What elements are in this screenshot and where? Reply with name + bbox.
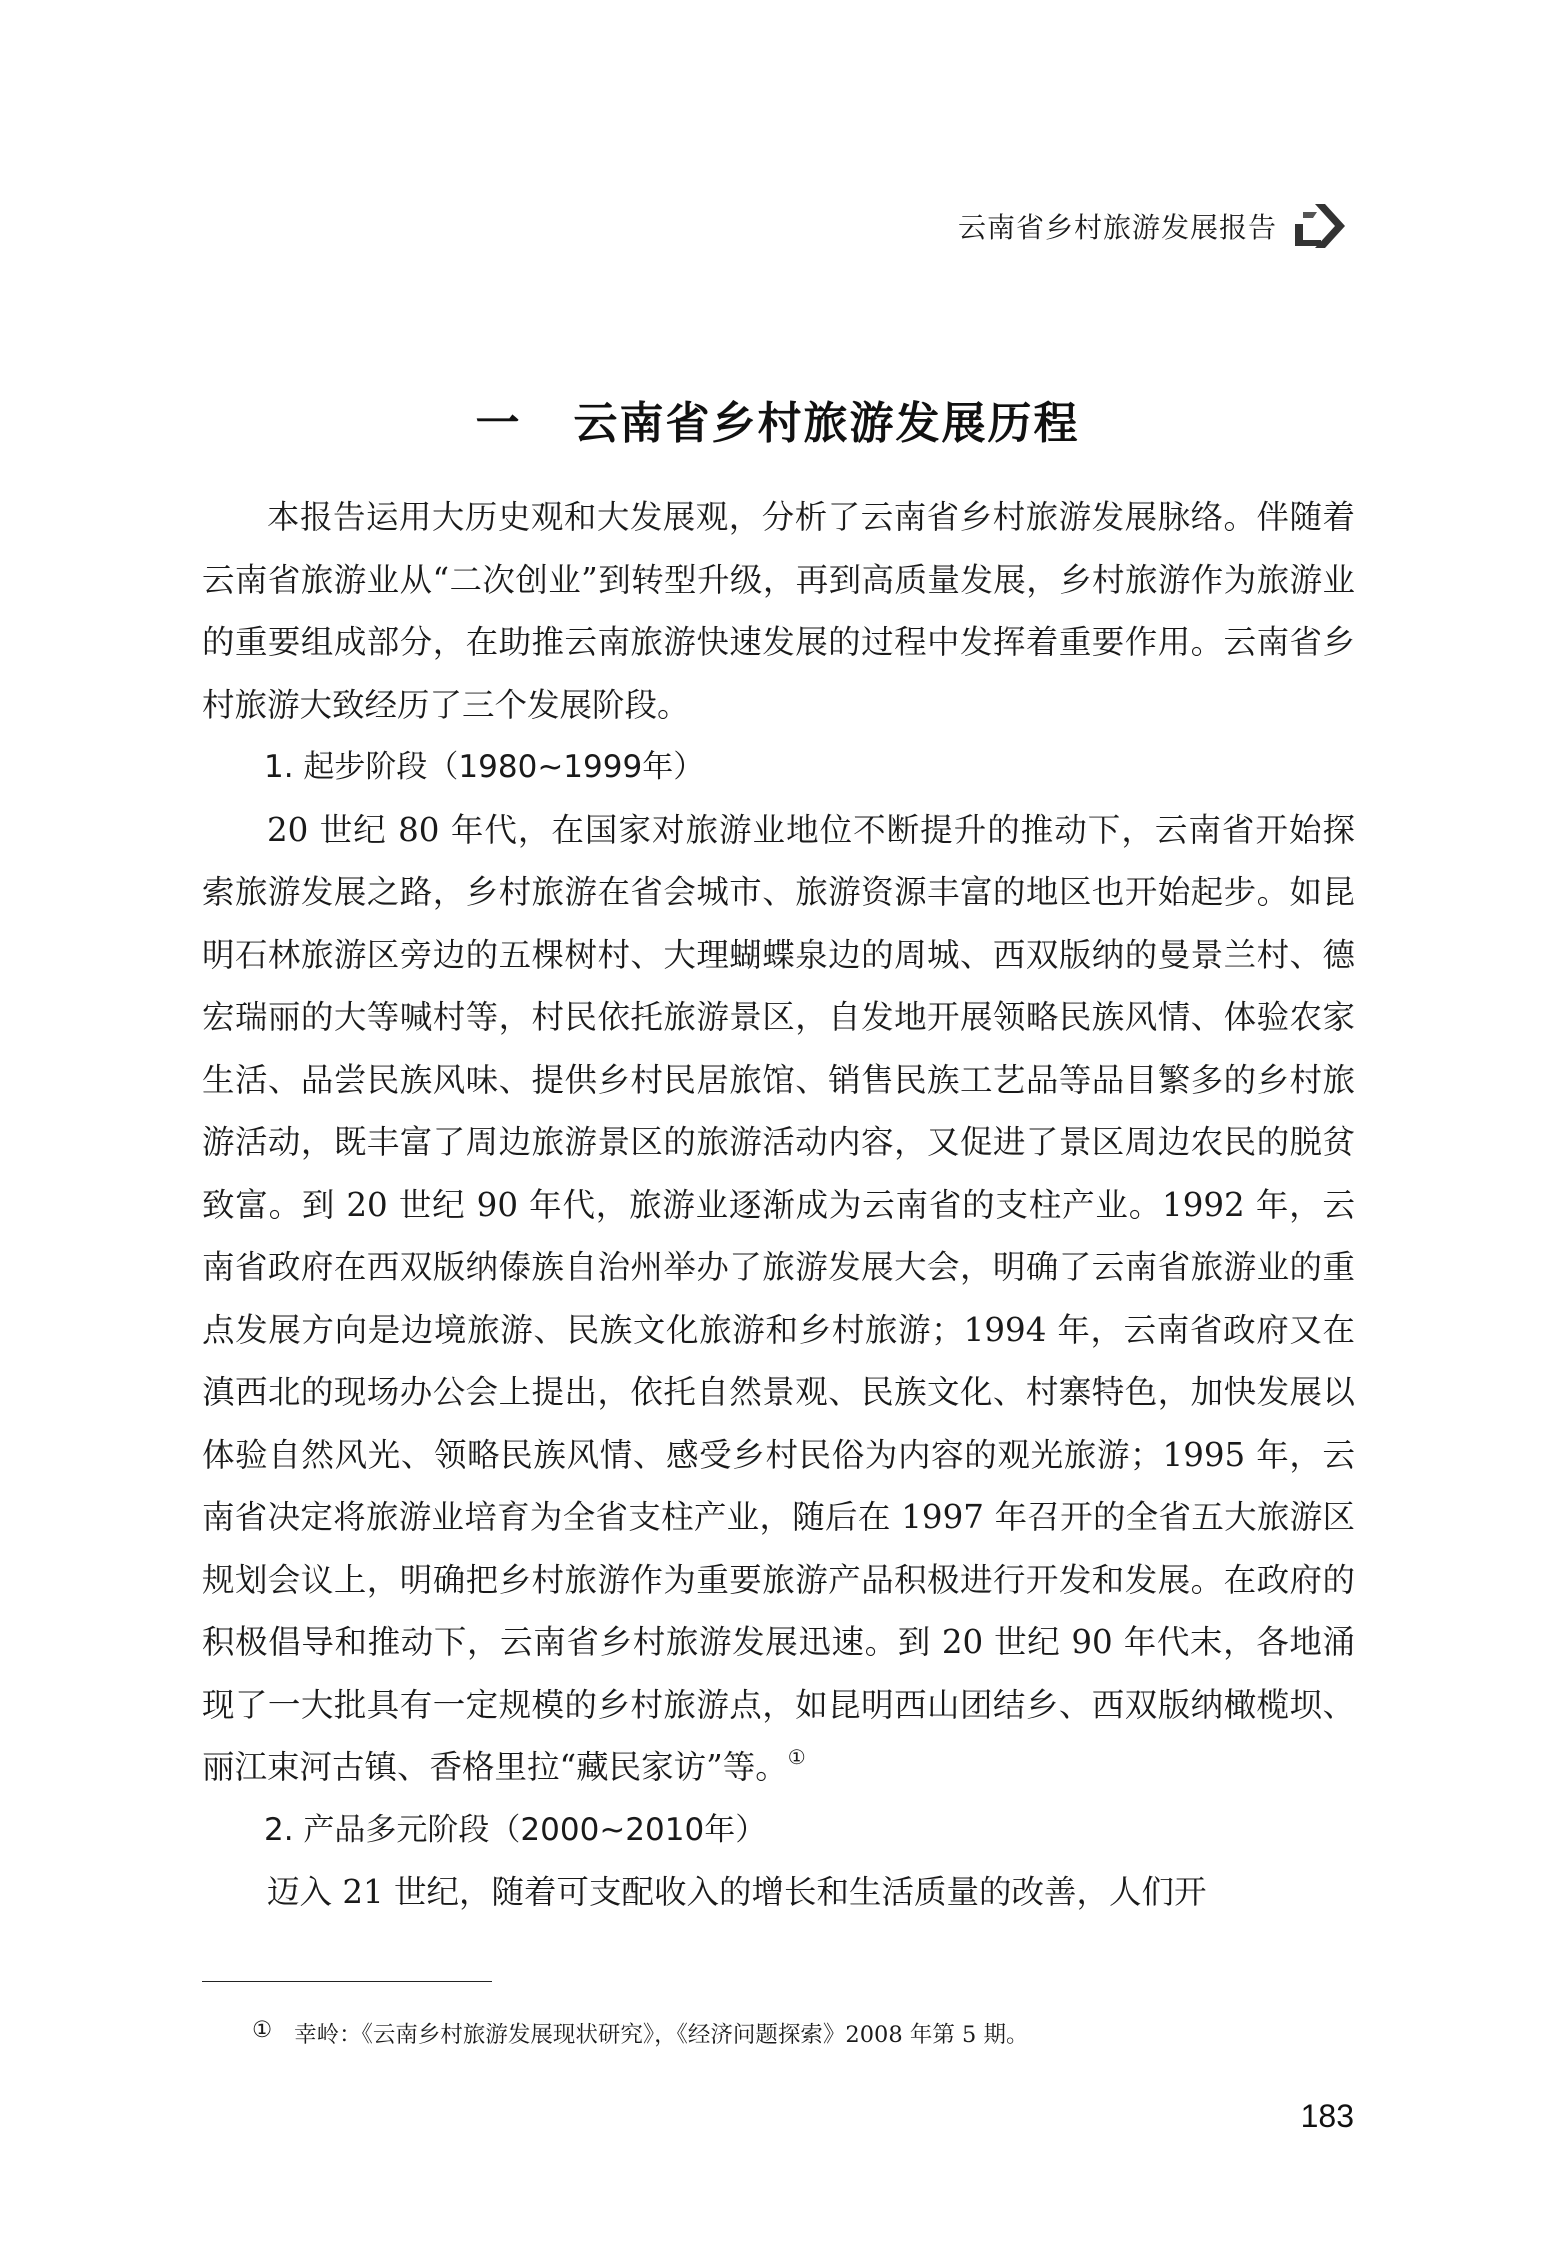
footnote-text: 幸岭：《云南乡村旅游发展现状研究》，《经济问题探索》2008 年第 5 期。 [294, 2022, 1029, 2048]
page-number: 183 [1300, 2098, 1354, 2134]
footnote-marker: ① [252, 2017, 273, 2043]
footnote [252, 2017, 1028, 2049]
chapter-arrow-icon [1291, 200, 1355, 252]
stage1-paragraph-text: 20 世纪 80 年代，在国家对旅游业地位不断提升的推动下，云南省开始探索旅游发展之路，乡村旅游在省会城市、旅游资源丰富的地区也开始起步。如昆明石林旅游区旁边的五棵树村、大理蝴蝶泉边的周城、西双版纳的曼景兰村、德宏瑞丽的大等喊村等，村民依托旅游景区，自发地开展领略民族风情、体验农家生活、品尝民族风味、提供乡村民居旅馆、销售民族工艺品等品目繁多的乡村旅游活动，既丰富了周边旅游景区的旅游活动内容，又促进了景区周边农民的脱贫致富。到 20 世纪 90 年代，旅游业逐渐成为云南省的支柱产业。1992 年，云南省政府在西双版纳傣族自治州举办了旅游发展大会，明确了云南省旅游业的重点发展方向是边境旅游、民族文化旅游和乡村旅游；1994 年，云南省政府又在滇西北的现场办公会上提出，依托自然景观、民族文化、村寨特色，加快发展以体验自然风光、领略民族风情、感受乡村民俗为内容的观光旅游；1995 年，云南省决定将旅游业培育为全省支柱产业，随后在 1997 年召开的全省五大旅游区规划会议上，明确把乡村旅游作为重要旅游产品积极进行开发和发展。在政府的积极倡导和推动下，云南省乡村旅游发展迅速。到 20 世纪 90 年代末，各地涌现了一大批具有一定规模的乡村旅游点，如昆明西山团结乡、西双版纳橄榄坝、丽江束河古镇、香格里拉“藏民家访”等。 [202, 810, 1355, 1786]
section-number: 一 [475, 398, 522, 450]
section-title-text: 云南省乡村旅游发展历程 [573, 398, 1080, 450]
stage1-heading: 1. 起步阶段（1980~1999年） [264, 749, 705, 785]
footnote-divider [202, 1981, 492, 1982]
body-text [202, 486, 1355, 1924]
running-header [958, 200, 1355, 252]
stage2-paragraph: 迈入 21 世纪，随着可支配收入的增长和生活质量的改善，人们开 [267, 1873, 1207, 1911]
intro-paragraph: 本报告运用大历史观和大发展观，分析了云南省乡村旅游发展脉络。伴随着云南省旅游业从“二次创业”到转型升级，再到高质量发展，乡村旅游作为旅游业的重要组成部分，在助推云南旅游快速发展的过程中发挥着重要作用。云南省乡村旅游大致经历了三个发展阶段。 [202, 498, 1355, 724]
running-header-title: 云南省乡村旅游发展报告 [957, 212, 1277, 243]
stage1-paragraph [202, 799, 1355, 1799]
section-title [0, 387, 1555, 451]
footnote-reference[interactable]: ① [787, 1745, 806, 1769]
stage2-heading: 2. 产品多元阶段（2000~2010年） [264, 1811, 767, 1848]
